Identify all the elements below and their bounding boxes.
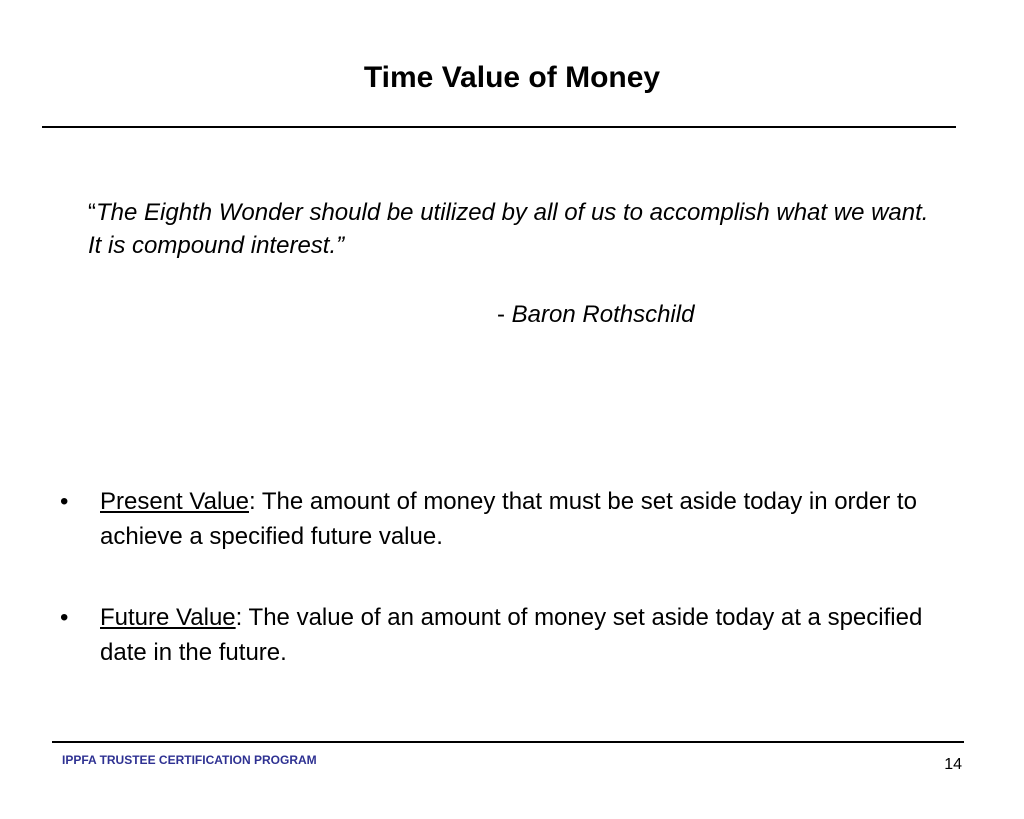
slide-title: Time Value of Money <box>363 61 661 94</box>
bullet-present-value <box>60 484 960 554</box>
bullet-marker: • <box>60 604 69 631</box>
quote-text: The Eighth Wonder should be utilized by all of us to accomplish what we want. It is compound interest.” <box>88 199 929 259</box>
definition-present-value: The amount of money that must be set aside today in order to achieve a specified future value. <box>100 488 917 550</box>
quote-open-mark: “ <box>88 199 96 226</box>
bullet-marker: • <box>60 488 69 515</box>
quote-block <box>88 196 948 262</box>
definition-future-value: The value of an amount of money set aside today at a specified date in the future. <box>100 604 923 666</box>
term-future-value: Future Value <box>100 604 236 631</box>
title-divider <box>42 126 956 128</box>
attribution-dash: - <box>497 301 512 328</box>
footer-program-name: IPPFA TRUSTEE CERTIFICATION PROGRAM <box>62 753 317 767</box>
term-separator: : <box>248 488 262 515</box>
term-separator: : <box>235 604 249 631</box>
quote-attribution <box>497 298 694 331</box>
page-number: 14 <box>944 756 962 773</box>
bullet-future-value <box>60 600 960 670</box>
attribution-name: Baron Rothschild <box>511 301 695 328</box>
footer-divider <box>52 741 964 743</box>
term-present-value: Present Value <box>100 488 249 515</box>
definition-list <box>60 484 960 716</box>
